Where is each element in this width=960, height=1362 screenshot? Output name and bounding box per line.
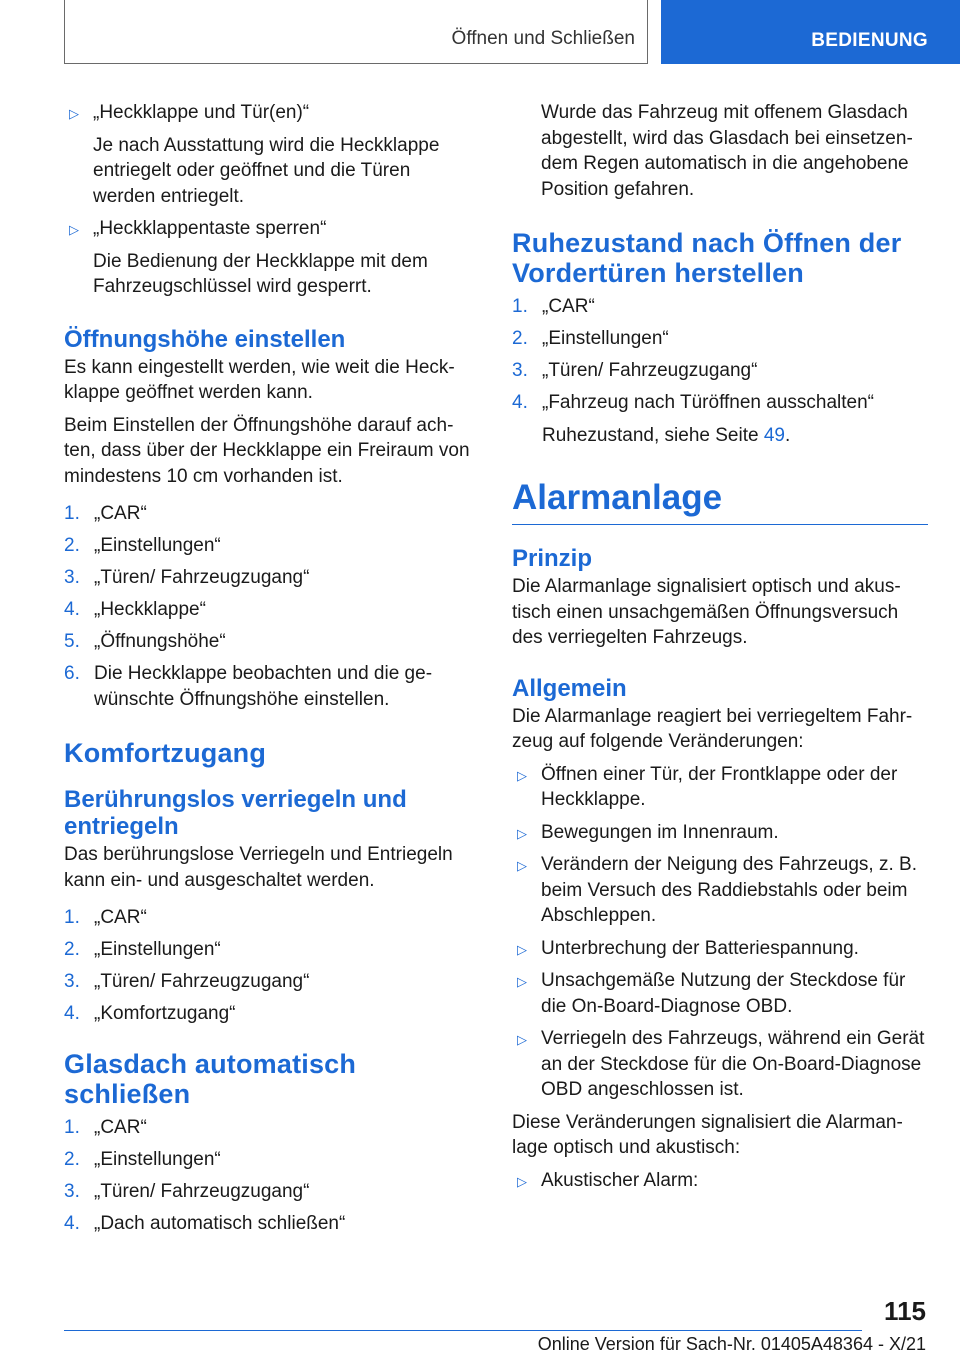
chapter-title: Öffnen und Schließen	[451, 28, 635, 49]
step-item: 4. „Fahrzeug nach Türöffnen ausschalten“ Ruhezustand, siehe Seite 49.	[512, 390, 928, 448]
paragraph: Die Alarmanlage reagiert bei verriegeltem Fahrzeug auf folgende Veränderungen:	[512, 705, 913, 752]
left-column	[64, 100, 474, 1243]
bullet-item: ▷ Verriegeln des Fahrzeugs, während ein Gerät an der Steckdose für die On-Board-Diagnose OBD angeschlossen ist.	[512, 1026, 928, 1103]
bullet-item: ▷ „Heckklappe und Tür(en)“ Je nach Ausstattung wird die Heckklappe entriegelt oder geöffnet und die Türen werden entriegelt.	[64, 100, 474, 209]
step-item: 6. Die Heckklappe beobachten und die gewünschte Öffnungshöhe einstellen.	[64, 663, 433, 710]
page-link[interactable]: 49	[763, 424, 785, 446]
alarm-bullet-list	[512, 762, 928, 1103]
bullet-item: ▷ Öffnen einer Tür, der Frontklappe oder der Heckklappe.	[512, 762, 928, 813]
section-title: BEDIENUNG	[811, 30, 928, 51]
footer-divider	[64, 1330, 862, 1331]
step-item: 4. „Heckklappe“	[64, 599, 206, 620]
steps-ruhezustand	[512, 294, 928, 448]
step-item: 3. „Türen/ Fahrzeugzugang“	[64, 1180, 310, 1202]
step-item: 2. „Einstellungen“	[64, 535, 221, 556]
page-number: 115	[884, 1296, 926, 1326]
header-chapter-box	[64, 0, 648, 64]
step-item: 4. „Komfortzugang“	[64, 1003, 236, 1024]
step-item: 4. „Dach automatisch schließen“	[64, 1212, 346, 1234]
top-bullet-list	[64, 100, 474, 300]
step-item: 2. „Einstellungen“	[64, 939, 221, 960]
bullet-item: ▷ Bewegungen im Innenraum.	[512, 820, 928, 846]
header-section-tab	[661, 0, 960, 64]
heading-alarmanlage: Alarmanlage	[512, 478, 928, 525]
bullet-item: ▷ Akustischer Alarm:	[512, 1168, 928, 1194]
paragraph: Wurde das Fahrzeug mit offenem Glasdach abgestellt, wird das Glasdach bei einsetzendem Regen automatisch in die angehobene Position gefahren.	[541, 102, 913, 200]
heading-oeffnungshoehe: Öffnungshöhe einstellen	[64, 325, 346, 353]
bullet-item: ▷ „Heckklappentaste sperren“ Die Bedienung der Heckklappe mit dem Fahrzeugschlüssel wird gesperrt.	[64, 216, 474, 300]
step-item: 1. „CAR“	[64, 907, 147, 928]
step-item: 2. „Einstellungen“	[64, 1148, 221, 1170]
step-item: 3. „Türen/ Fahrzeugzugang“	[512, 360, 758, 381]
bullet-item: ▷ Unterbrechung der Batteriespannung.	[512, 936, 928, 962]
bullet-item: ▷ Verändern der Neigung des Fahrzeugs, z. B. beim Versuch des Raddiebstahls oder beim Abschleppen.	[512, 852, 928, 929]
steps-glasdach	[64, 1115, 474, 1237]
step-item: 3. „Türen/ Fahrzeugzugang“	[64, 567, 310, 588]
heading-prinzip: Prinzip	[512, 545, 593, 572]
step-item: 3. „Türen/ Fahrzeugzugang“	[64, 971, 310, 992]
cross-reference: Ruhezustand, siehe Seite 49.	[542, 424, 791, 446]
steps-komfortzugang	[64, 905, 474, 1027]
step-item: 5. „Öffnungshöhe“	[64, 631, 226, 652]
steps-oeffnungshoehe	[64, 501, 474, 712]
paragraph: Diese Veränderungen signalisiert die Alarmanlage optisch und akustisch:	[512, 1111, 903, 1158]
subheading-beruehrungslos: Berührungslos verriegeln und entriegeln	[64, 786, 407, 840]
heading-glasdach: Glasdach automatisch schließen	[64, 1048, 357, 1109]
alarm-type-list	[512, 1168, 928, 1194]
paragraph: Beim Einstellen der Öffnungshöhe darauf achten, dass über der Heckklappe ein Freiraum von mindestens 10 cm vorhanden ist.	[64, 414, 470, 487]
bullet-item: ▷ Unsachgemäße Nutzung der Steckdose für die On-Board-Diagnose OBD.	[512, 968, 928, 1019]
right-column	[512, 100, 928, 1200]
heading-komfortzugang: Komfortzugang	[64, 738, 267, 768]
paragraph: Die Alarmanlage signalisiert optisch und akustisch einen unsachgemäßen Öffnungsversuch des verriegelten Fahrzeugs.	[512, 576, 901, 648]
step-item: 1. „CAR“	[64, 503, 147, 524]
footer-version-text: Online Version für Sach-Nr. 01405A48364 - X/21	[537, 1334, 926, 1354]
step-item: 1. „CAR“	[64, 1116, 147, 1138]
paragraph: Es kann eingestellt werden, wie weit die Heckklappe geöffnet werden kann.	[64, 356, 455, 403]
step-item: 1. „CAR“	[512, 296, 595, 317]
heading-ruhezustand: Ruhezustand nach Öffnen der Vordertüren herstellen	[512, 228, 902, 288]
paragraph: Das berührungslose Verriegeln und Entriegeln kann ein- und ausgeschaltet werden.	[64, 844, 453, 891]
heading-allgemein: Allgemein	[512, 674, 627, 702]
step-item: 2. „Einstellungen“	[512, 328, 669, 349]
